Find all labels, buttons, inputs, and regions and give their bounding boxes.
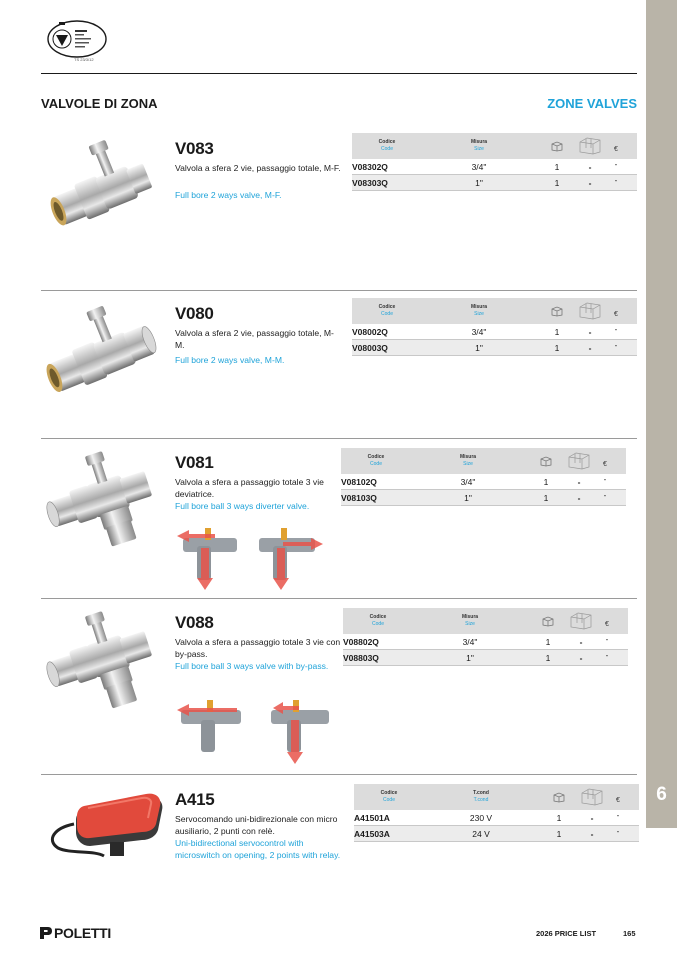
box-package-icon: [579, 301, 601, 320]
cell-box: -: [588, 162, 592, 172]
product-a415: [175, 790, 345, 880]
product-code: V081: [175, 453, 214, 472]
product-description-italian: Valvola a sfera a passaggio totale 3 vie deviatrice.: [175, 477, 324, 499]
product-description-english: Full bore 2 ways valve, M-F.: [175, 190, 282, 200]
header-code: Codice Code: [378, 304, 396, 317]
currency-header: €: [614, 146, 618, 153]
box-package-icon: [570, 611, 592, 630]
product-description-english: Full bore ball 3 ways diverter valve.: [175, 501, 310, 511]
table-row: [352, 324, 637, 340]
price-table-v081: [341, 448, 626, 506]
cell-box: -: [588, 178, 592, 188]
single-package-icon: [541, 615, 555, 627]
box-package-icon: [568, 451, 590, 470]
header-size: Misura Size: [461, 614, 479, 627]
header-size: Misura Size: [459, 454, 477, 467]
product-v088: [175, 613, 345, 693]
brand-logo: POLETTI: [54, 925, 112, 941]
header-size: Misura Size: [470, 139, 488, 152]
price-table-v080: [352, 298, 637, 356]
cell-price: -: [614, 160, 618, 169]
valve-v081-image: [46, 446, 166, 550]
table-header: [343, 608, 628, 634]
cell-code: V08002Q: [352, 327, 388, 337]
valve-v083-image: [46, 135, 164, 235]
cell-price: -: [616, 827, 620, 836]
currency-header: €: [603, 461, 607, 468]
product-description-italian: Valvola a sfera 2 vie, passaggio totale, M-M.: [175, 328, 334, 350]
cell-code: V08802Q: [343, 637, 379, 647]
cell-code: V08102Q: [341, 477, 377, 487]
table-header: [352, 133, 637, 159]
cell-box: -: [579, 653, 583, 663]
header-size: Misura Size: [470, 304, 488, 317]
table-header: [352, 298, 637, 324]
section-divider: [41, 290, 637, 291]
header-code: Codice Code: [378, 139, 396, 152]
cell-pack: 1: [554, 327, 560, 337]
cell-price: -: [605, 635, 609, 644]
cell-box: -: [588, 343, 592, 353]
product-v080: [175, 304, 345, 424]
actuator-a415-image: [44, 784, 168, 864]
cell-price: -: [603, 491, 607, 500]
cell-price: -: [605, 651, 609, 660]
cell-size: 3/4": [462, 637, 478, 647]
table-row: [352, 175, 637, 191]
cell-size: 3/4": [471, 162, 487, 172]
table-row: [341, 490, 626, 506]
box-package-icon: [581, 787, 603, 806]
valve-v080-image: [46, 298, 166, 398]
header-code: Codice Code: [380, 790, 398, 803]
table-row: [354, 826, 639, 842]
cell-code: A41501A: [354, 813, 390, 823]
chapter-number: 6: [656, 784, 667, 805]
price-list-label: 2026 PRICE LIST: [536, 929, 597, 938]
cell-size: 1": [466, 653, 474, 663]
cell-size: 1": [475, 178, 483, 188]
cell-pack: 1: [554, 178, 560, 188]
product-code: A415: [175, 790, 215, 809]
product-description-italian: Servocomando uni-bidirezionale con micro ausiliario, 2 punti con relè.: [175, 814, 338, 836]
single-package-icon: [552, 791, 566, 803]
cell-size: 1": [464, 493, 472, 503]
cell-size: 1": [475, 343, 483, 353]
cell-price: -: [614, 176, 618, 185]
single-package-icon: [550, 305, 564, 317]
cell-box: -: [590, 813, 594, 823]
cell-voltage: 230 V: [469, 813, 493, 823]
single-package-icon: [539, 455, 553, 467]
table-row: [352, 340, 637, 356]
table-row: [343, 634, 628, 650]
section-divider: [41, 598, 637, 599]
cell-box: -: [577, 493, 581, 503]
valve-v088-image: [46, 606, 166, 714]
header-code: Codice Code: [367, 454, 385, 467]
single-package-icon: [550, 140, 564, 152]
flow-diagram-v088: [175, 696, 333, 766]
cell-box: -: [579, 637, 583, 647]
cell-price: -: [614, 325, 618, 334]
table-header: [354, 784, 639, 810]
cell-code: V08803Q: [343, 653, 379, 663]
cell-code: V08103Q: [341, 493, 377, 503]
header-code: Codice Code: [369, 614, 387, 627]
page-number: 165: [623, 929, 636, 938]
cell-code: V08302Q: [352, 162, 388, 172]
table-row: [352, 159, 637, 175]
product-code: V088: [175, 613, 214, 632]
poletti-logo-mark: [39, 926, 53, 940]
cell-pack: 1: [554, 162, 560, 172]
currency-header: €: [614, 311, 618, 318]
section-title-italian: VALVOLE DI ZONA: [41, 96, 158, 111]
cell-pack: 1: [543, 477, 549, 487]
certification-code: TS 23/3/12: [74, 57, 94, 62]
header-temperature: T.cond T.cond: [473, 790, 489, 803]
cell-voltage: 24 V: [472, 829, 490, 839]
header-rule: [41, 73, 637, 74]
currency-header: €: [605, 621, 609, 628]
table-header: [341, 448, 626, 474]
section-divider: [41, 774, 637, 775]
product-description-italian: Valvola a sfera 2 vie, passaggio totale, M-F.: [175, 163, 341, 173]
currency-header: €: [616, 797, 620, 804]
cell-box: -: [577, 477, 581, 487]
cell-box: -: [590, 829, 594, 839]
cell-code: V08003Q: [352, 343, 388, 353]
cell-code: A41503A: [354, 829, 390, 839]
product-description-italian: Valvola a sfera a passaggio totale 3 vie con by-pass.: [175, 637, 341, 659]
product-code: V083: [175, 139, 214, 158]
product-v083: [175, 139, 345, 259]
product-code: V080: [175, 304, 214, 323]
cell-pack: 1: [554, 343, 560, 353]
product-description-english: Full bore ball 3 ways valve with by-pass.: [175, 661, 329, 671]
cell-size: 3/4": [460, 477, 476, 487]
table-row: [341, 474, 626, 490]
cell-price: -: [603, 475, 607, 484]
table-row: [343, 650, 628, 666]
cell-price: -: [614, 341, 618, 350]
cell-pack: 1: [543, 493, 549, 503]
cell-pack: 1: [556, 813, 562, 823]
cell-code: V08303Q: [352, 178, 388, 188]
price-table-a415: [354, 784, 639, 842]
cell-pack: 1: [556, 829, 562, 839]
cell-pack: 1: [545, 637, 551, 647]
table-row: [354, 810, 639, 826]
section-title-english: ZONE VALVES: [547, 96, 637, 111]
cell-size: 3/4": [471, 327, 487, 337]
box-package-icon: [579, 136, 601, 155]
chapter-side-tab: [646, 0, 677, 828]
cell-price: -: [616, 811, 620, 820]
cell-box: -: [588, 327, 592, 337]
product-v081: [175, 453, 345, 523]
product-description-english: Uni-bidirectional servocontrol with microswitch on opening, 2 points with relay.: [175, 838, 341, 860]
flow-diagram-v081: [175, 524, 325, 594]
cell-pack: 1: [545, 653, 551, 663]
product-description-english: Full bore 2 ways valve, M-M.: [175, 355, 285, 365]
price-table-v088: [343, 608, 628, 666]
price-table-v083: [352, 133, 637, 191]
section-divider: [41, 438, 637, 439]
